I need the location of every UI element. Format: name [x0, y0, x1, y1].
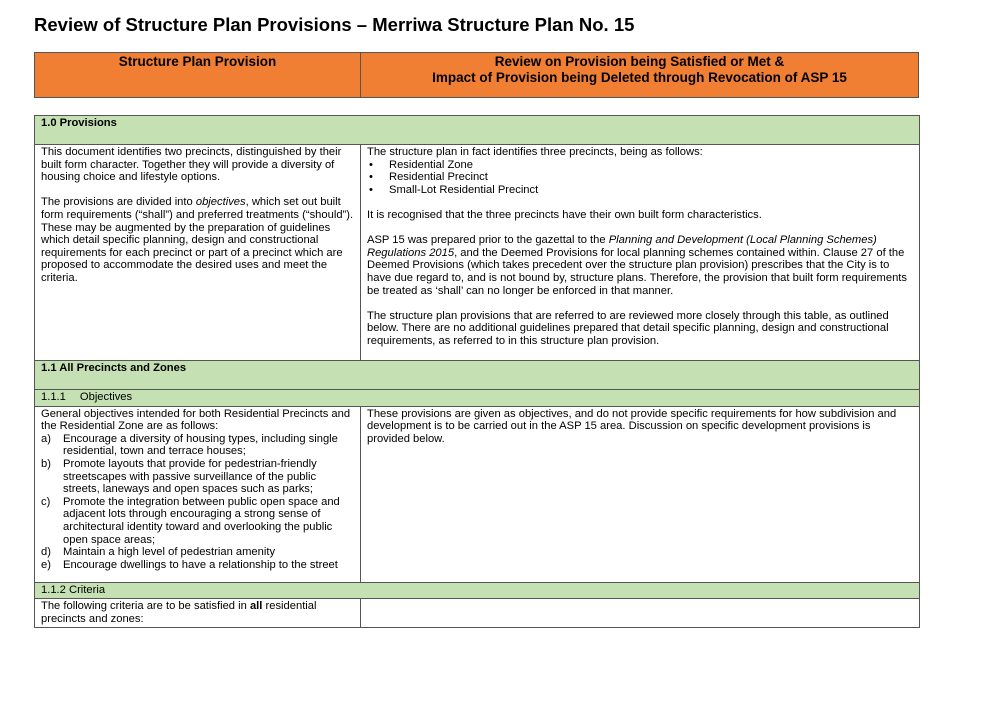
text-span: ASP 15 was prepared prior to the gazettal to the [367, 234, 609, 247]
list-item [41, 496, 355, 546]
provisions-right-p3 [367, 234, 914, 297]
regulations-title: Planning and Development (Local Planning Schemes) Regulations 2015 [367, 234, 877, 259]
section-row-provisions [35, 116, 920, 145]
list-item: • Small-Lot Residential Precinct [367, 184, 914, 197]
header-structure-plan-provision: Structure Plan Provision [35, 53, 361, 97]
subsection-heading-objectives [35, 390, 920, 407]
provisions-left-p2 [41, 196, 355, 284]
text-span: , and the Deemed Provisions for local planning schemes contained within. Clause 27 of the Deemed Provisions (which takes precedent over the structure plan provision) prescribes that the City is to have due regard to, and is not bound by, structure plans. Therefore, the provision that built form requirements be treated as ‘shall’ can no longer be enforced in that manner. [367, 246, 907, 297]
objectives-intro: General objectives intended for both Residential Precincts and the Residential Zone are as follows: [41, 407, 351, 433]
subsection-heading-criteria: 1.1.2 Criteria [35, 582, 920, 599]
criteria-right-cell [361, 599, 920, 628]
list-text: Encourage dwellings to have a relationship to the street [63, 558, 338, 571]
provisions-right-intro: The structure plan in fact identifies three precincts, being as follows: [367, 146, 703, 158]
list-text: Encourage a diversity of housing types, including single residential, town and terrace houses; [63, 432, 338, 458]
table-row [35, 145, 920, 361]
list-marker: d) [41, 546, 51, 559]
provisions-right-cell [361, 145, 920, 361]
list-item [41, 458, 355, 496]
criteria-left-cell [35, 599, 361, 628]
list-text: Maintain a high level of pedestrian amenity [63, 546, 276, 559]
section-row-all-precincts [35, 361, 920, 390]
list-item: • Residential Zone [367, 159, 914, 172]
page-title: Review of Structure Plan Provisions – Merriwa Structure Plan No. 15 [34, 14, 635, 35]
text-span: residential precincts and zones: [41, 600, 317, 625]
list-text: Promote the integration between public open space and adjacent lots through encouraging a strong sense of architectural identity toward and overlooking the public open space areas; [63, 495, 340, 546]
provisions-table [34, 115, 920, 628]
section-heading-provisions: 1.0 Provisions [35, 116, 920, 145]
provisions-left-cell [35, 145, 361, 361]
list-item [41, 559, 355, 572]
list-marker: c) [41, 495, 51, 508]
text-span: The provisions are divided into [41, 196, 196, 209]
table-row [35, 599, 920, 628]
list-marker: a) [41, 432, 51, 445]
list-item: • Residential Precinct [367, 171, 914, 184]
list-item [41, 546, 355, 559]
header-review [361, 53, 918, 97]
list-marker: b) [41, 457, 51, 470]
subsection-row-objectives [35, 390, 920, 407]
provisions-left-p1: This document identifies two precincts, distinguished by their built form character. Together they will provide a diversity of housing choice and lifestyle options. [41, 146, 342, 184]
text-span: , which set out built form requirements (“shall”) and preferred treatments (“should”). These may be augmented by the preparation of guidelines which detail specific planning, design and constructional requirements for each precinct or part of a precinct which are proposed to accommodate the desired uses and meet the criteria. [41, 196, 354, 284]
precinct-list [367, 159, 914, 197]
objectives-emphasis: objectives [195, 196, 246, 209]
objectives-list [41, 433, 355, 572]
text-span: The following criteria are to be satisfied in [41, 600, 250, 613]
list-text: Promote layouts that provide for pedestrian-friendly streetscapes with passive surveillance of the public streets, laneways and open spaces such as parks; [63, 457, 317, 496]
provisions-right-p4: The structure plan provisions that are referred to are reviewed more closely through this table, as outlined below. There are no additional guidelines prepared that detail specific planning, design and constructional requirements, as referred to in this structure plan provision. [367, 309, 889, 347]
all-emphasis: all [249, 600, 263, 613]
objectives-left-cell [35, 406, 361, 582]
subsection-row-criteria [35, 582, 920, 599]
table-row [35, 406, 920, 582]
list-item [41, 433, 355, 458]
provisions-right-p2: It is recognised that the three precincts have their own built form characteristics. [367, 208, 762, 221]
list-marker: e) [41, 558, 51, 571]
objectives-label: Objectives [79, 391, 133, 403]
objectives-right-cell: These provisions are given as objectives, and do not provide specific requirements for how subdivision and development is to be carried out in the ASP 15 area. Discussion on specific development provisions is provided below. [361, 406, 920, 582]
header-review-line2: Impact of Provision being Deleted through Revocation of ASP 15 [432, 70, 847, 85]
section-heading-all-precincts: 1.1 All Precincts and Zones [35, 361, 920, 390]
table-header [34, 52, 919, 98]
header-review-line1: Review on Provision being Satisfied or Met & [494, 54, 785, 69]
objectives-number: 1.1.1 [41, 391, 66, 403]
